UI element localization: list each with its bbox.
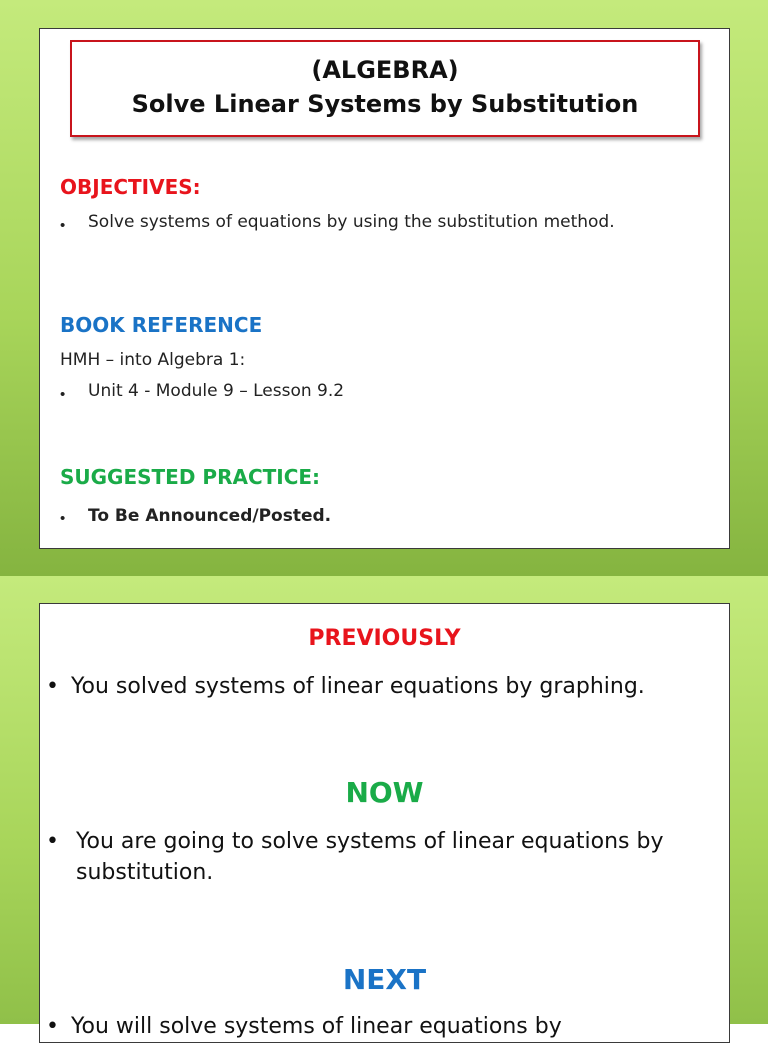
- suggested-practice-item: To Be Announced/Posted.: [88, 506, 332, 526]
- next-heading: NEXT: [342, 963, 427, 996]
- slide-1: [39, 28, 730, 549]
- book-reference-heading: BOOK REFERENCE: [60, 313, 263, 337]
- slide-2: [39, 603, 730, 1043]
- objectives-bullet: •: [60, 217, 66, 234]
- book-reference-bullet: •: [60, 386, 66, 403]
- previously-bullet: •: [46, 674, 59, 699]
- suggested-practice-heading: SUGGESTED PRACTICE:: [60, 465, 321, 489]
- now-heading: NOW: [345, 776, 424, 809]
- book-reference-text: HMH – into Algebra 1:: [60, 350, 246, 370]
- book-reference-item: Unit 4 - Module 9 – Lesson 9.2: [88, 381, 345, 401]
- title-lesson: Solve Linear Systems by Substitution: [131, 90, 639, 118]
- objectives-heading: OBJECTIVES:: [60, 175, 201, 199]
- previously-text: You solved systems of linear equations by graphing.: [71, 674, 645, 699]
- now-text-line-1: You are going to solve systems of linear equations by: [76, 829, 664, 854]
- suggested-practice-bullet: •: [60, 510, 66, 527]
- next-text: You will solve systems of linear equations by: [71, 1014, 562, 1039]
- objective-item: Solve systems of equations by using the substitution method.: [88, 212, 615, 232]
- next-bullet: •: [46, 1014, 59, 1039]
- title-box: [70, 40, 700, 137]
- now-bullet: •: [46, 829, 59, 854]
- now-text-line-2: substitution.: [76, 860, 214, 885]
- previously-heading: PREVIOUSLY: [308, 626, 461, 651]
- title-subject: (ALGEBRA): [311, 56, 459, 84]
